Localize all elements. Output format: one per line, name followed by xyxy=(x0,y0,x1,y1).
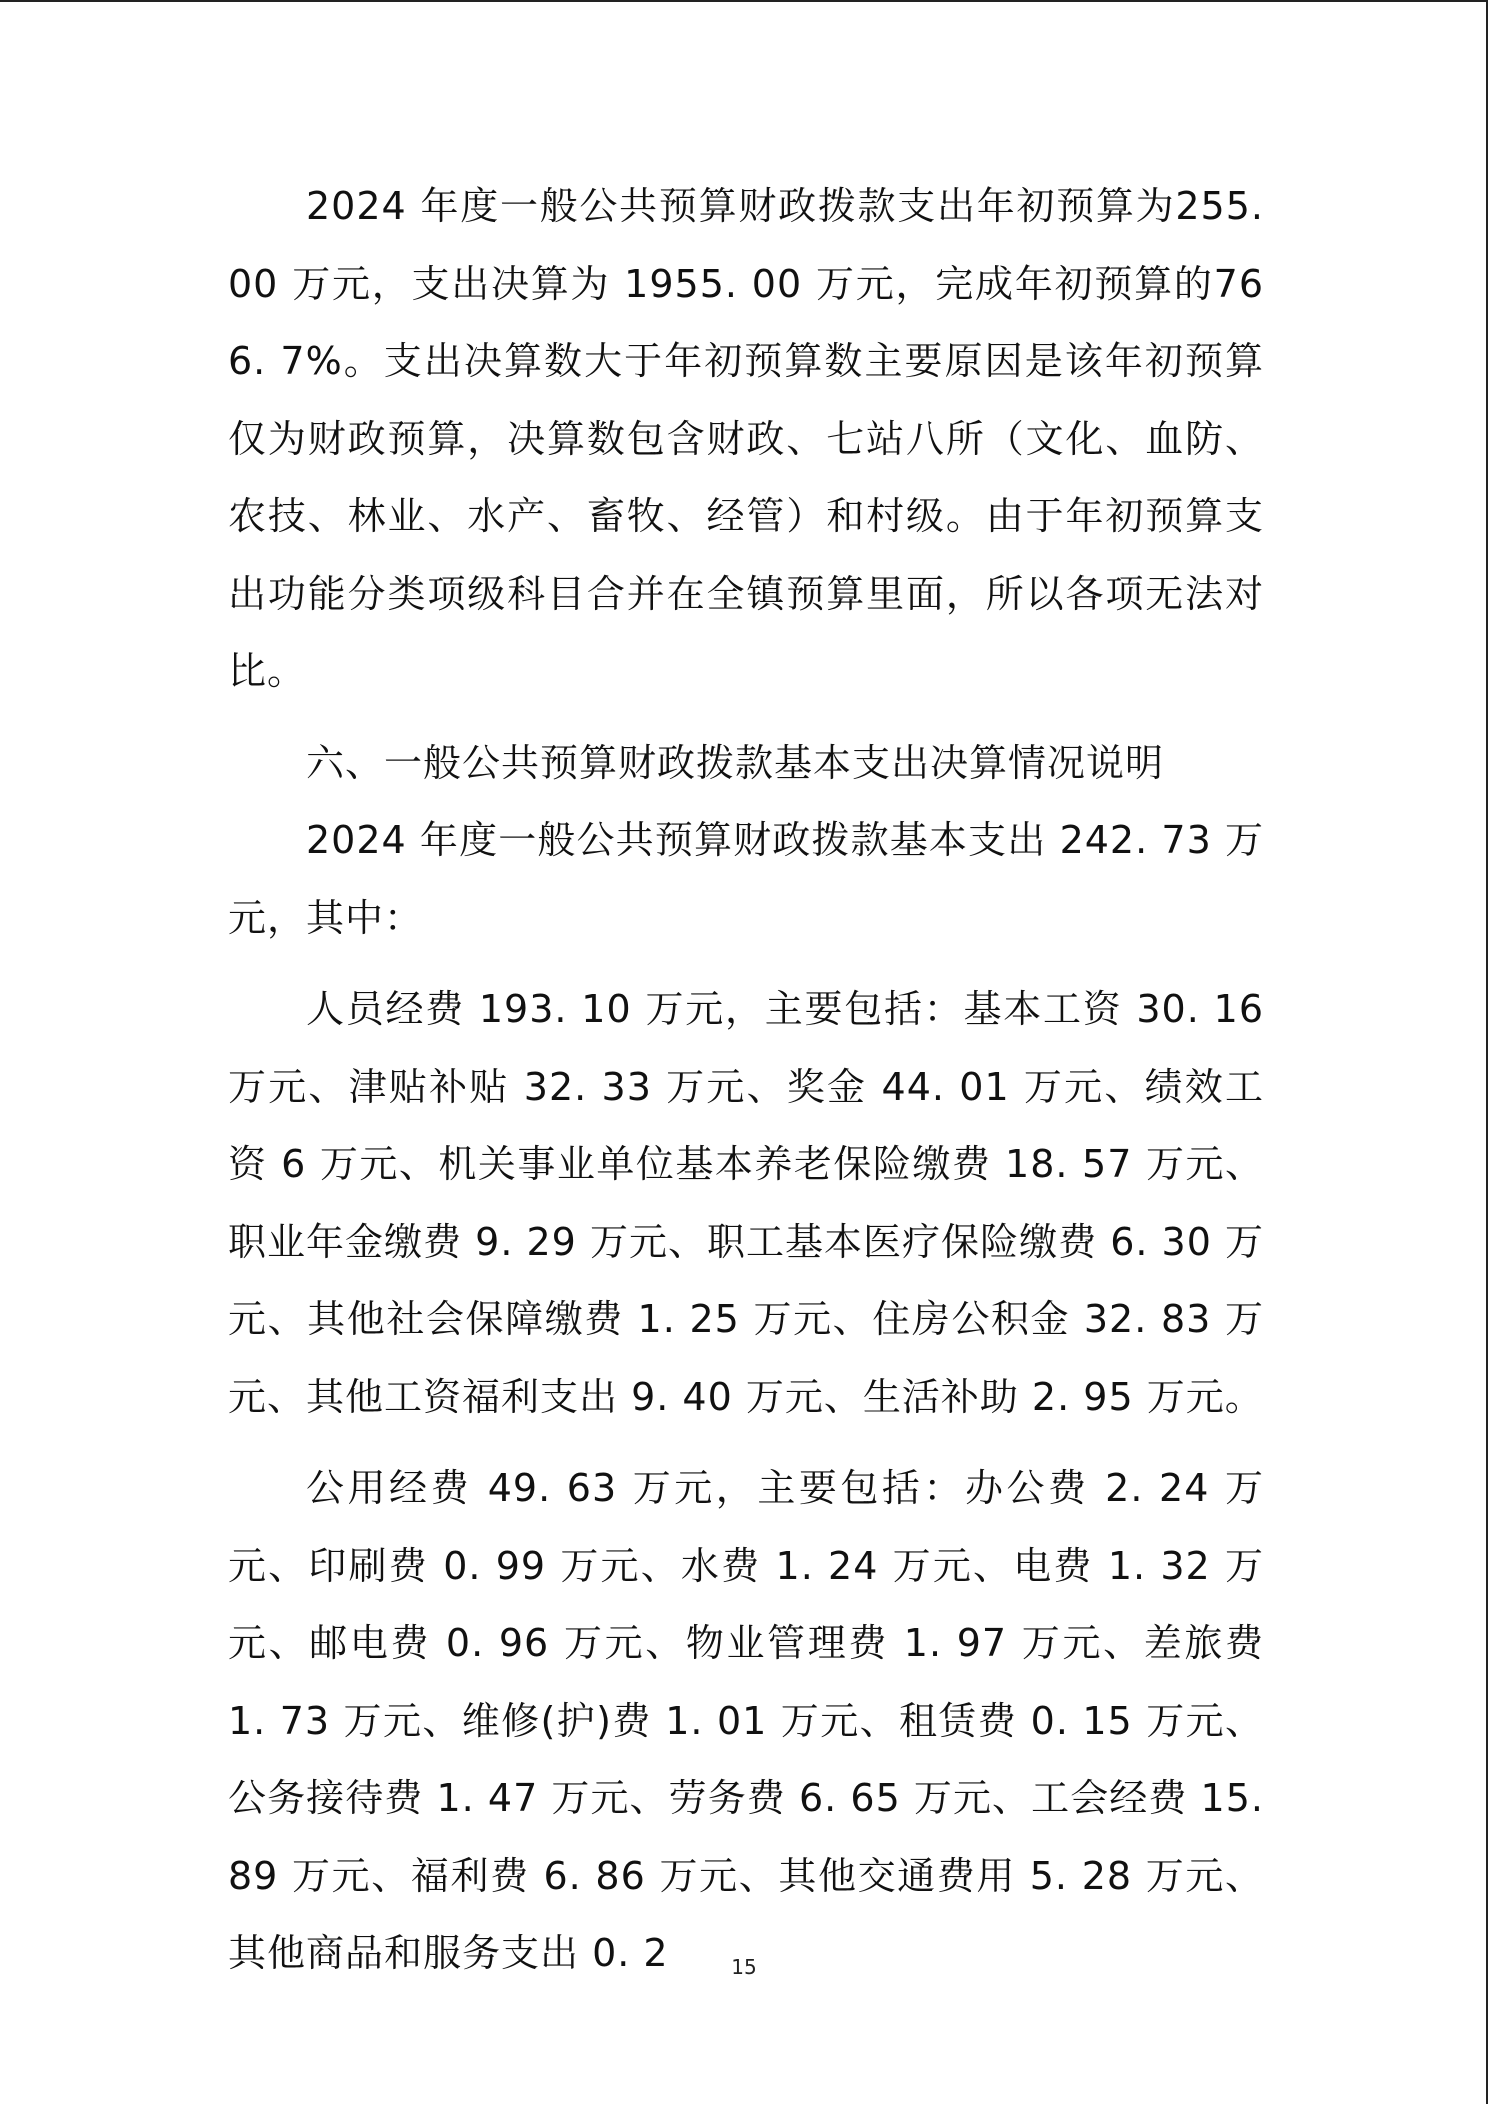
paragraph-basic-expenditure: 2024 年度一般公共预算财政拨款基本支出 242. 73 万元，其中： xyxy=(228,818,1264,940)
page-number: 15 xyxy=(731,1955,757,1979)
paragraph-gap xyxy=(228,711,1264,725)
paragraph-personnel-expenses: 人员经费 193. 10 万元，主要包括：基本工资 30. 16 万元、津贴补贴 32. 33 万元、奖金 44. 01 万元、绩效工资 6 万元、机关事业单位基本养老保险缴费 18. 57 万元、职业年金缴费 9. 29 万元、职工基本医疗保险缴费 6. 30 万元、其他社会保障缴费 1. 25 万元、住房公积金 32. 83 万元、其他工资福利支出 9. 40 万元、生活补助 2. 95 万元。 xyxy=(228,987,1264,1419)
section-heading-6: 六、一般公共预算财政拨款基本支出决算情况说明 xyxy=(306,740,1165,785)
paragraph-gap xyxy=(228,1436,1264,1450)
paragraph-gap xyxy=(228,957,1264,971)
paragraph-public-expenses: 公用经费 49. 63 万元，主要包括：办公费 2. 24 万元、印刷费 0. 99 万元、水费 1. 24 万元、电费 1. 32 万元、邮电费 0. 96 万元、物业管理费 1. 97 万元、差旅费 1. 73 万元、维修(护)费 1. 01 万元、租赁费 0. 15 万元、公务接待费 1. 47 万元、劳务费 6. 65 万元、工会经费 15. 89 万元、福利费 6. 86 万元、其他交通费用 5. 28 万元、其他商品和服务支出 0. 2 xyxy=(228,1466,1264,1975)
document-body xyxy=(228,168,1264,1993)
paragraph-budget-summary: 2024 年度一般公共预算财政拨款支出年初预算为255. 00 万元，支出决算为 1955. 00 万元，完成年初预算的766. 7%。支出决算数大于年初预算数主要原因是该年初预算仅为财政预算，决算数包含财政、七站八所（文化、血防、农技、林业、水产、畜牧、经管）和村级。由于年初预算支出功能分类项级科目合并在全镇预算里面，所以各项无法对比。 xyxy=(228,184,1264,693)
